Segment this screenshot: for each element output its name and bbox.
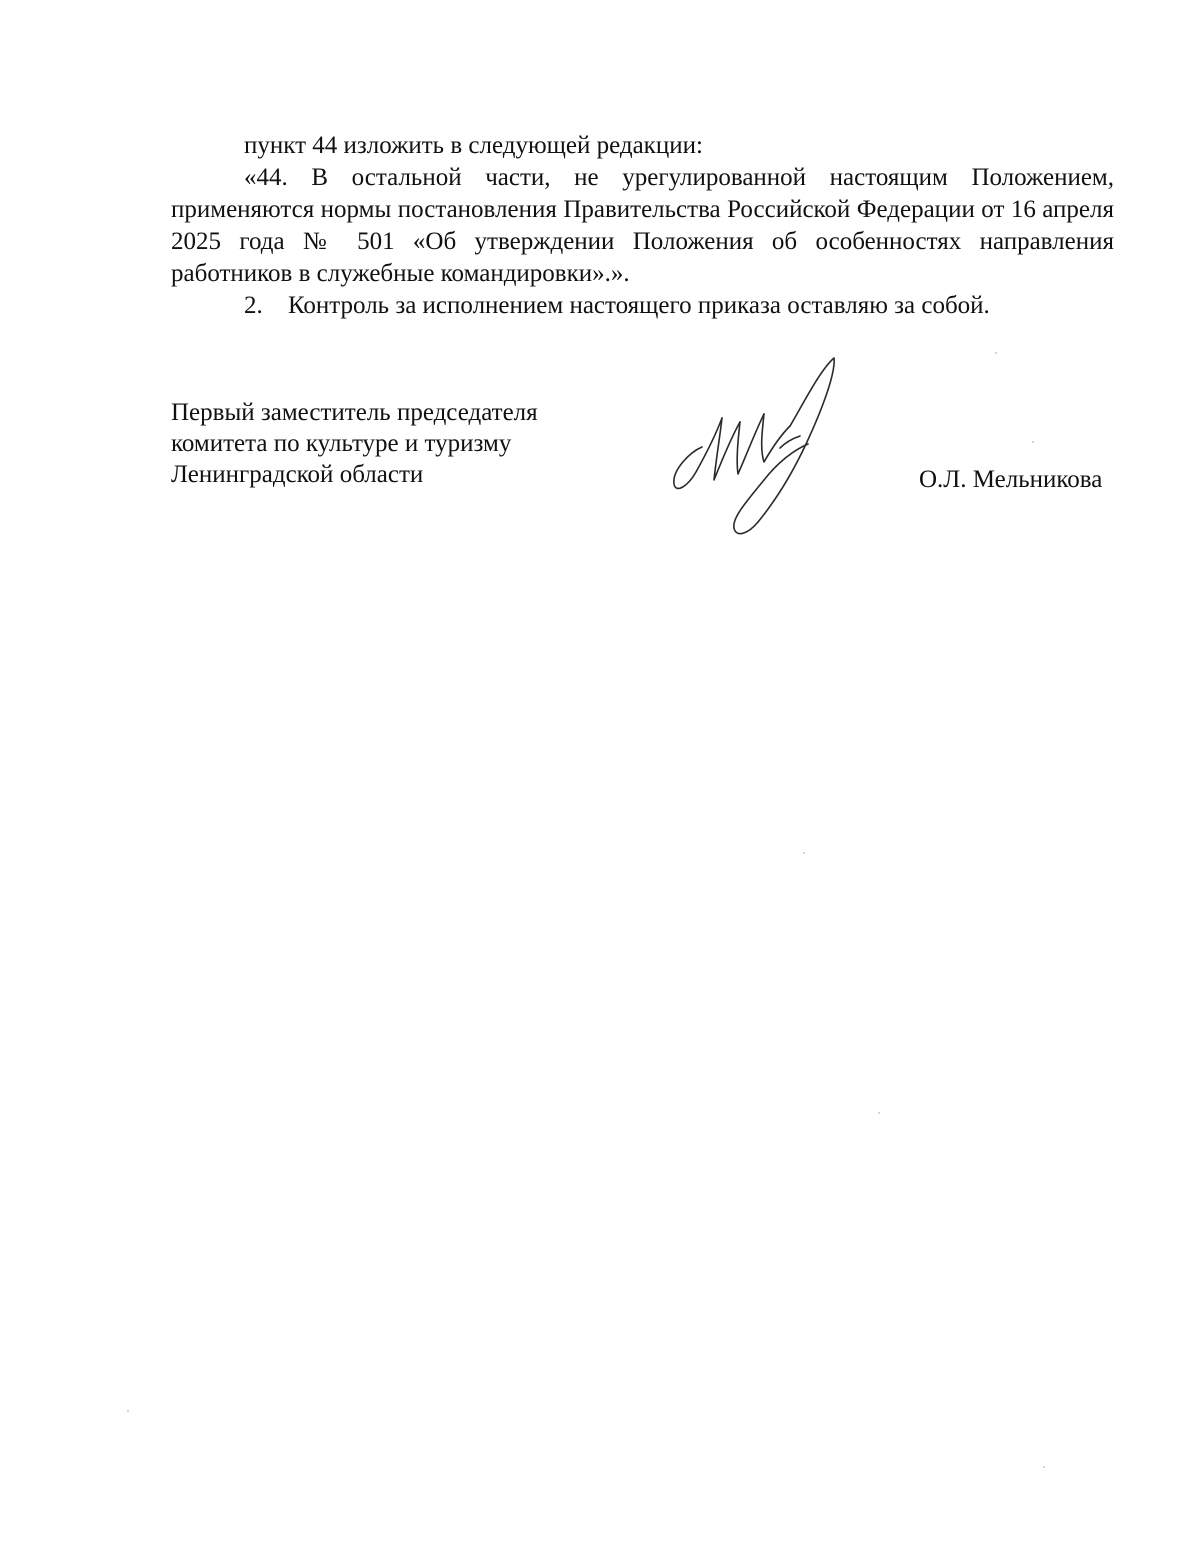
handwritten-signature: [660, 352, 850, 542]
scan-speck: [127, 1410, 129, 1412]
item-2-text: Контроль за исполнением настоящего приказа оставляю за собой.: [288, 292, 990, 319]
intro-line: пункт 44 изложить в следующей редакции:: [244, 132, 703, 159]
document-body: [171, 130, 1114, 322]
signer-position-line-1: Первый заместитель председателя: [171, 399, 538, 426]
scan-speck: [1032, 441, 1034, 443]
item-2: [171, 290, 1114, 322]
scan-speck: [995, 352, 997, 354]
signer-position-line-2: комитета по культуре и туризму: [171, 430, 512, 457]
signer-position: [171, 397, 538, 490]
paragraph-44: «44. В остальной части, не урегулированной настоящим Положением, применяются нормы постановления Правительства Российской Федерации от 16 апреля 2025 года № 501 «Об утверждении Положения об особенностях направления работников в служебные командировки».».: [171, 164, 1114, 287]
scan-speck: [1043, 1466, 1045, 1468]
scan-speck: [878, 1112, 880, 1114]
signer-position-line-3: Ленинградской области: [171, 461, 424, 488]
item-2-number: 2.: [244, 292, 263, 319]
scan-speck: [803, 852, 805, 854]
signer-name: О.Л. Мельникова: [919, 466, 1103, 493]
